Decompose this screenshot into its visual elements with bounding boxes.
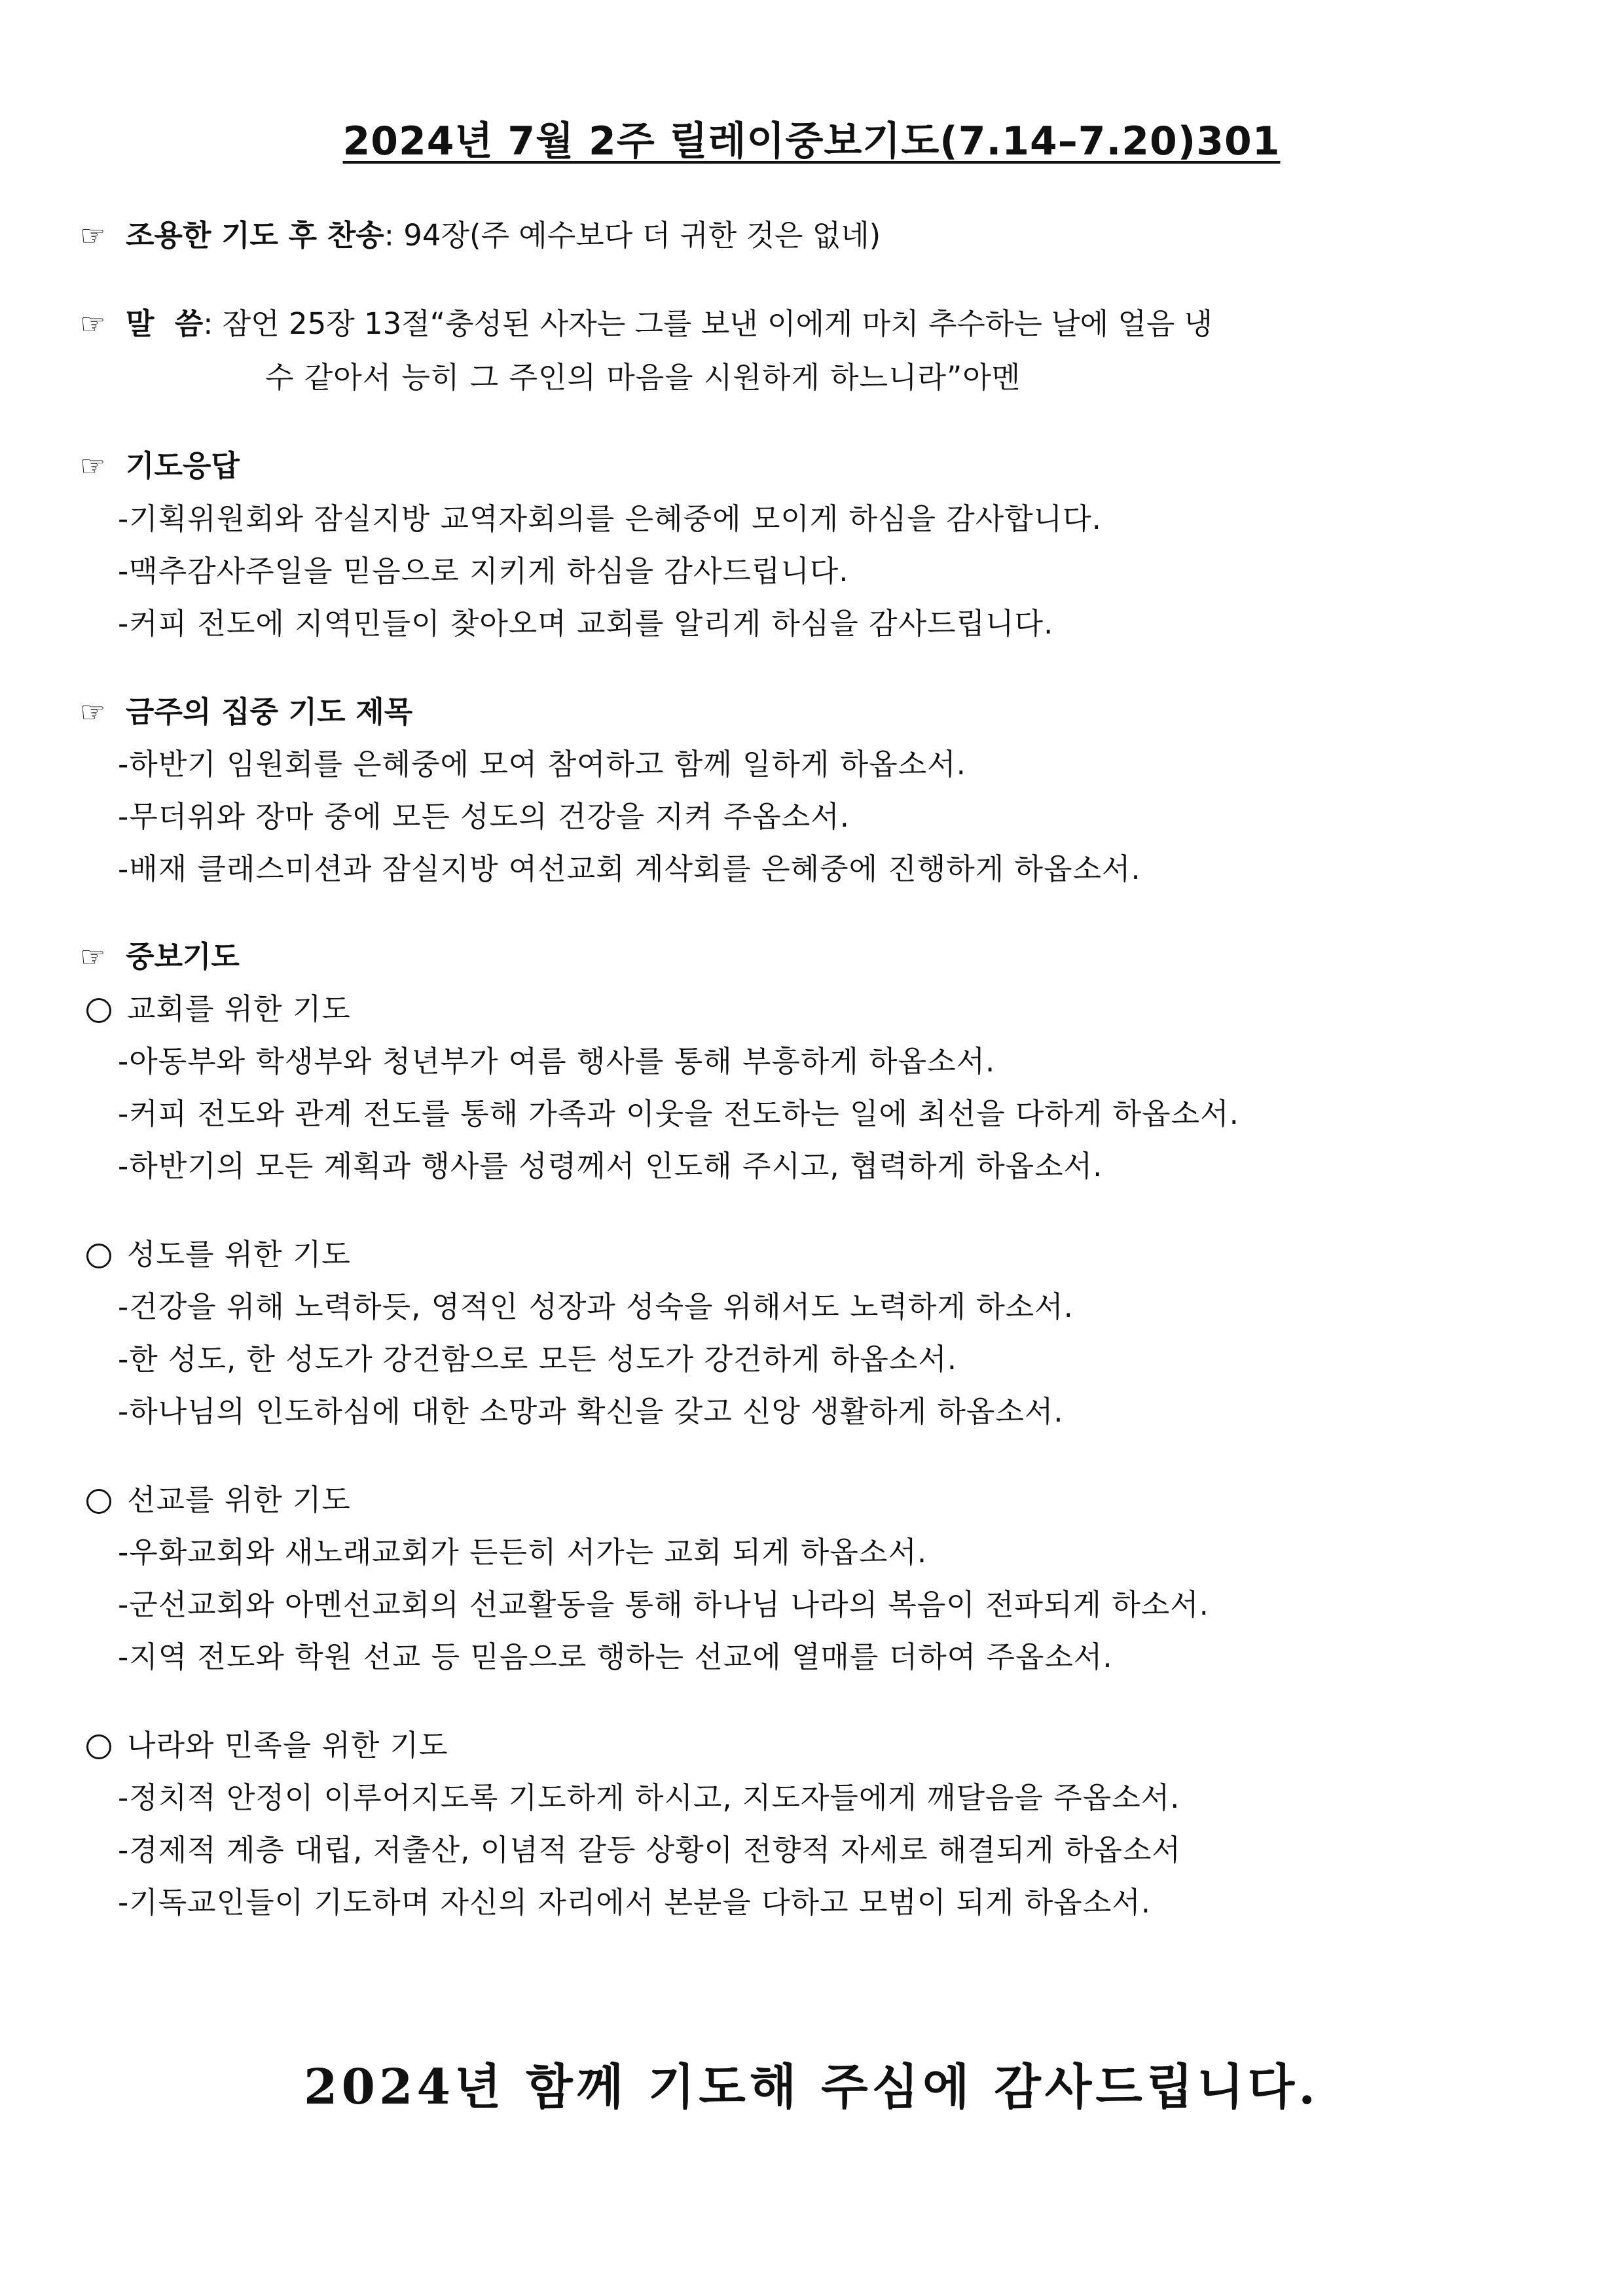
list-item: -기독교인들이 기도하며 자신의 자리에서 본분을 다하고 모범이 되게 하옵소서. xyxy=(118,1885,1152,1920)
document-title: 2024년 7월 2주 릴레이중보기도(7.14–7.20)301 xyxy=(342,118,1281,164)
list-item: -커피 전도와 관계 전도를 통해 가족과 이웃을 전도하는 일에 최선을 다하게 하옵소서. xyxy=(118,1096,1239,1131)
list-item: -하반기의 모든 계획과 행사를 성령께서 인도해 주시고, 협력하게 하옵소서. xyxy=(118,1149,1103,1183)
list-item: -커피 전도에 지역민들이 찾아오며 교회를 알리게 하심을 감사드립니다. xyxy=(118,606,1054,641)
list-item: -경제적 계층 대립, 저출산, 이념적 갈등 상황이 전향적 자세로 해결되게 하옵소서 xyxy=(118,1833,1181,1867)
list-item: -기획위원회와 잠실지방 교역자회의를 은혜중에 모이게 하심을 감사합니다. xyxy=(118,501,1102,536)
list-item: -우화교회와 새노래교회가 든든히 서가는 교회 되게 하옵소서. xyxy=(118,1535,928,1570)
church-prayer-heading: 교회를 위한 기도 xyxy=(86,990,351,1029)
pointing-hand-icon: ☞ xyxy=(80,219,106,253)
list-item: -하반기 임원회를 은혜중에 모여 참여하고 함께 일하게 하옵소서. xyxy=(118,747,966,781)
mission-prayer-heading: 선교를 위한 기도 xyxy=(86,1480,351,1520)
list-item: -정치적 안정이 이루어지도록 기도하게 하시고, 지도자들에게 깨달음을 주옵소서. xyxy=(118,1780,1180,1815)
focus-heading: 금주의 집중 기도 제목 xyxy=(126,694,413,729)
intercession-heading: 중보기도 xyxy=(126,939,240,974)
list-item: -배재 클래스미션과 잠실지방 여선교회 계삭회를 은혜중에 진행하게 하옵소서. xyxy=(118,852,1141,886)
word-row xyxy=(80,304,1213,344)
circle-bullet-icon xyxy=(86,1734,111,1759)
list-item: -맥추감사주일을 믿음으로 지키게 하심을 감사드립니다. xyxy=(118,554,849,588)
list-item: -하나님의 인도하심에 대한 소망과 확신을 갖고 신앙 생활하게 하옵소서. xyxy=(118,1394,1064,1429)
list-item: -건강을 위해 노력하듯, 영적인 성장과 성숙을 위해서도 노력하게 하소서. xyxy=(118,1289,1074,1324)
circle-bullet-icon xyxy=(86,1489,111,1514)
answered-heading-row xyxy=(80,446,240,486)
pointing-hand-icon: ☞ xyxy=(80,308,106,341)
list-item: -아동부와 학생부와 청년부가 여름 행사를 통해 부흥하게 하옵소서. xyxy=(118,1044,996,1079)
list-item: -무더위와 장마 중에 모든 성도의 건강을 지켜 주옵소서. xyxy=(118,799,850,834)
focus-heading-row xyxy=(80,692,412,732)
pointing-hand-icon: ☞ xyxy=(80,696,106,729)
hymn-label: 조용한 기도 후 찬송 xyxy=(126,218,384,253)
saints-prayer-heading: 성도를 위한 기도 xyxy=(86,1235,351,1274)
nation-prayer-heading: 나라와 민족을 위한 기도 xyxy=(86,1726,448,1765)
word-verse-line2: 수 같아서 능히 그 주인의 마음을 시원하게 하느니라”아멘 xyxy=(265,360,1021,395)
hymn-row xyxy=(80,216,881,256)
circle-bullet-icon xyxy=(86,1244,111,1268)
hymn-value: : 94장(주 예수보다 더 귀한 것은 없네) xyxy=(384,218,881,253)
circle-bullet-icon xyxy=(86,998,111,1023)
pointing-hand-icon: ☞ xyxy=(80,941,106,974)
list-item: -한 성도, 한 성도가 강건함으로 모든 성도가 강건하게 하옵소서. xyxy=(118,1342,958,1376)
list-item: -지역 전도와 학원 선교 등 믿음으로 행하는 선교에 열매를 더하여 주옵소서. xyxy=(118,1640,1113,1674)
word-label: 말 씀 xyxy=(126,306,204,341)
list-item: -군선교회와 아멘선교회의 선교활동을 통해 하나님 나라의 복음이 전파되게 하소서. xyxy=(118,1587,1209,1622)
word-verse-line1: : 잠언 25장 13절“충성된 사자는 그를 보낸 이에게 마치 추수하는 날에 얼음 냉 xyxy=(203,306,1213,341)
pointing-hand-icon: ☞ xyxy=(80,450,106,483)
intercession-heading-row xyxy=(80,937,240,977)
closing-message: 2024년 함께 기도해 주심에 감사드립니다. xyxy=(303,2059,1320,2115)
answered-heading: 기도응답 xyxy=(126,448,240,483)
